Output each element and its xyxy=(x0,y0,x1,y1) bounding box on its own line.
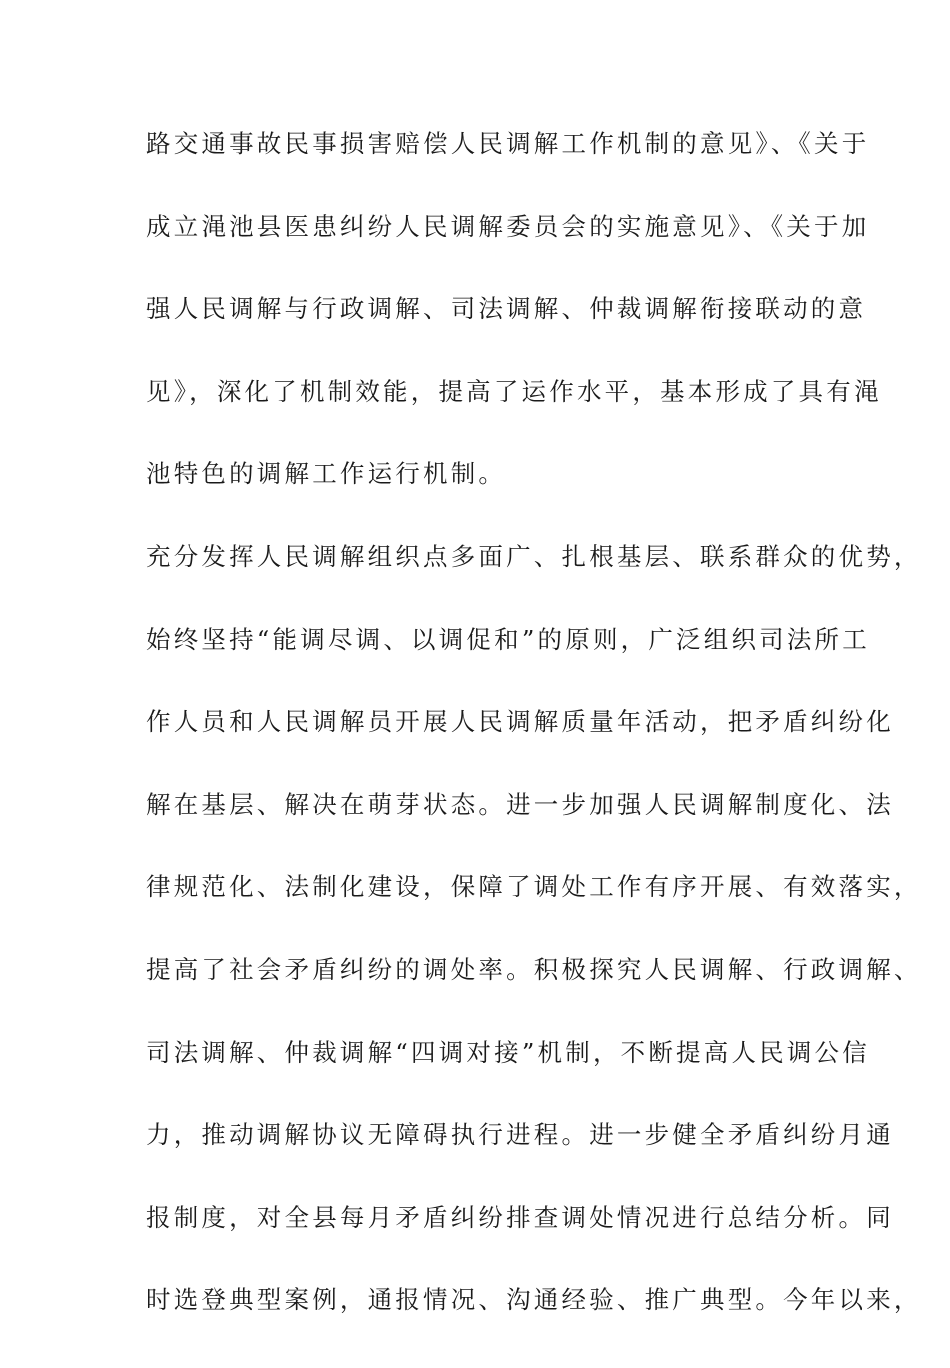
text-line: 时选登典型案例，通报情况、沟通经验、推广典型。今年以来， xyxy=(146,1285,922,1315)
text-line: 始终坚持“能调尽调、以调促和”的原则，广泛组织司法所工 xyxy=(146,624,870,654)
text-line: 池特色的调解工作运行机制。 xyxy=(146,459,507,489)
text-line: 报制度，对全县每月矛盾纠纷排查调处情况进行总结分析。同 xyxy=(146,1202,894,1232)
text-line: 成立渑池县医患纠纷人民调解委员会的实施意见》、《关于加 xyxy=(146,211,870,241)
text-line: 力，推动调解协议无障碍执行进程。进一步健全矛盾纠纷月通 xyxy=(146,1120,894,1150)
text-line: 强人民调解与行政调解、司法调解、仲裁调解衔接联动的意 xyxy=(146,294,867,324)
text-line: 路交通事故民事损害赔偿人民调解工作机制的意见》、《关于 xyxy=(146,129,870,158)
text-line: 司法调解、仲裁调解“四调对接”机制，不断提高人民调公信 xyxy=(146,1037,870,1067)
text-line: 作人员和人民调解员开展人民调解质量年活动，把矛盾纠纷化 xyxy=(146,707,894,737)
text-line: 见》，深化了机制效能，提高了运作水平，基本形成了具有渑 xyxy=(146,376,882,406)
text-line: 充分发挥人民调解组织点多面广、扎根基层、联系群众的优势， xyxy=(146,541,922,571)
text-line: 律规范化、法制化建设，保障了调处工作有序开展、有效落实， xyxy=(146,872,922,902)
text-line: 提高了社会矛盾纠纷的调处率。积极探究人民调解、行政调解、 xyxy=(146,954,922,984)
body-text xyxy=(146,129,922,1368)
text-line: 解在基层、解决在萌芽状态。进一步加强人民调解制度化、法 xyxy=(146,789,894,819)
